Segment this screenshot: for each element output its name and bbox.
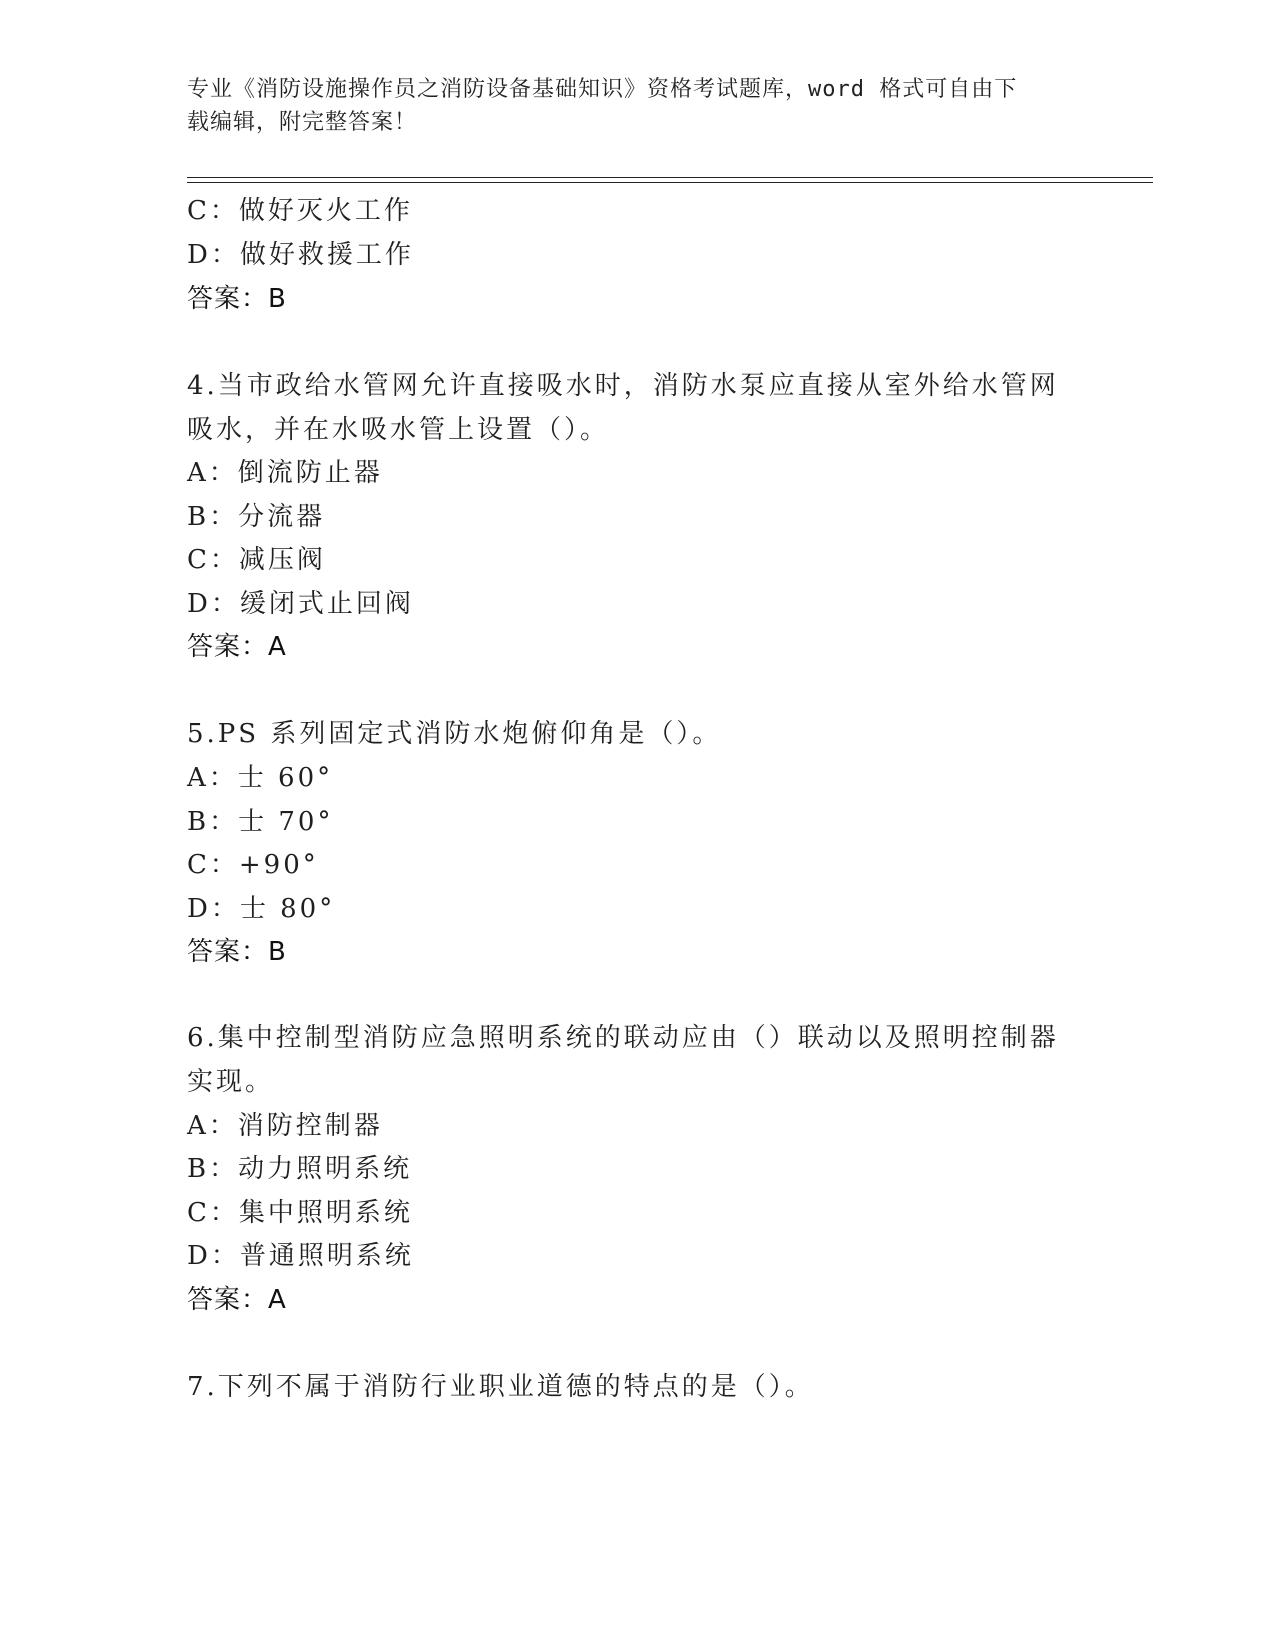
header-line-2: 载编辑，附完整答案！ [187,110,418,135]
question-4-stem: 4.当市政给水管网允许直接吸水时，消防水泵应直接从室外给水管网 [187,371,1059,401]
header-line-1: 专业《消防设施操作员之消防设备基础知识》资格考试题库，word 格式可自由下 [187,77,1018,102]
question-6-stem-cont: 实现。 [187,1067,275,1097]
question-4-option-c: C：减压阀 [187,545,326,575]
question-6-option-a: A：消防控制器 [187,1111,383,1141]
question-5-stem: 5.PS 系列固定式消防水炮俯仰角是（）。 [187,719,722,749]
question-6-option-c: C：集中照明系统 [187,1198,413,1228]
question-7-stem: 7.下列不属于消防行业职业道德的特点的是（）。 [187,1372,814,1402]
question-6-option-b: B：动力照明系统 [187,1154,413,1184]
question-5-answer: 答案：B [187,937,287,967]
question-5-option-d: D：士 80° [187,894,336,924]
question-5-option-c: C：+90° [187,850,319,880]
question-4-stem-cont: 吸水，并在水吸水管上设置（）。 [187,415,610,445]
option-d: D：做好救援工作 [187,240,414,270]
question-5-option-b: B：士 70° [187,807,334,837]
option-c: C：做好灭火工作 [187,196,413,226]
document-header [187,73,1087,139]
header-divider-top [187,177,1153,178]
header-divider-bottom [187,182,1153,183]
question-5-option-a: A：士 60° [187,763,334,793]
question-4-option-a: A：倒流防止器 [187,458,383,488]
question-4-option-d: D：缓闭式止回阀 [187,589,414,619]
question-4-option-b: B：分流器 [187,502,326,532]
question-6-answer: 答案：A [187,1285,287,1315]
question-6-option-d: D：普通照明系统 [187,1241,414,1271]
question-6-stem: 6.集中控制型消防应急照明系统的联动应由（）联动以及照明控制器 [187,1023,1059,1053]
answer-line: 答案：B [187,284,287,314]
question-4-answer: 答案：A [187,632,287,662]
